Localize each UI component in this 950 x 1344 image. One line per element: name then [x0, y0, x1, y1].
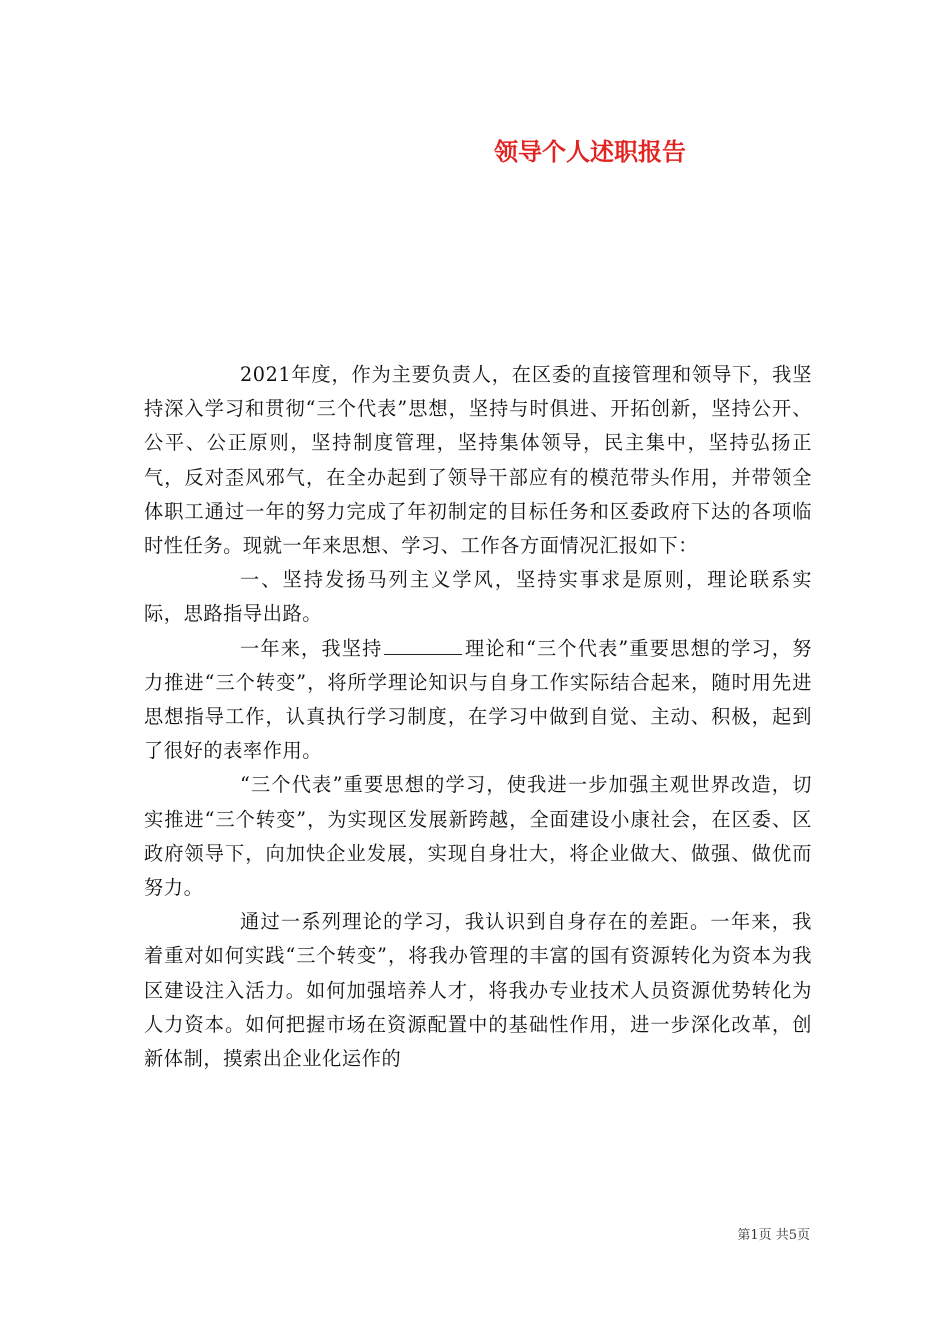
- paragraph-reflection: 通过一系列理论的学习，我认识到自身存在的差距。一年来，我着重对如何实践“三个转变”，将我办管理的丰富的国有资源转化为资本为我区建设注入活力。如何加强培养人才，将我办专业技术人员资源优势转化为人力资本。如何把握市场在资源配置中的基础性作用，进一步深化改革，创新体制，摸索出企业化运作的: [144, 910, 812, 1071]
- paragraph-study: [144, 632, 812, 769]
- fill-in-blank: [384, 636, 462, 655]
- paragraph-section-heading: 一、坚持发扬马列主义学风，坚持实事求是原则，理论联系实际，思路指导出路。: [144, 568, 812, 626]
- paragraph-study-rest: 理论和“三个代表”重要思想的学习，努力推进“三个转变”，将所学理论知识与自身工作实际结合起来，随时用先进思想指导工作，认真执行学习制度，在学习中做到自觉、主动、积极，起到了很好的表率作用。: [144, 636, 812, 763]
- paragraph-intro: 2021年度，作为主要负责人，在区委的直接管理和领导下，我坚持深入学习和贯彻“三个代表”思想，坚持与时俱进、开拓创新，坚持公开、公平、公正原则，坚持制度管理，坚持集体领导，民主集中，坚持弘扬正气，反对歪风邪气，在全办起到了领导干部应有的模范带头作用，并带领全体职工通过一年的努力完成了年初制定的目标任务和区委政府下达的各项临时性任务。现就一年来思想、学习、工作各方面情况汇报如下：: [144, 363, 812, 558]
- paragraph-study-lead: 一年来，我坚持: [240, 636, 383, 660]
- document-title: 领导个人述职报告: [494, 137, 686, 166]
- paragraph-three-represents: “三个代表”重要思想的学习，使我进一步加强主观世界改造，切实推进“三个转变”，为实现区发展新跨越，全面建设小康社会，在区委、区政府领导下，向加快企业发展，实现自身壮大，将企业做大、做强、做优而努力。: [144, 773, 812, 900]
- page-number-footer: 第1页 共5页: [737, 1228, 810, 1243]
- document-body: [144, 358, 812, 1076]
